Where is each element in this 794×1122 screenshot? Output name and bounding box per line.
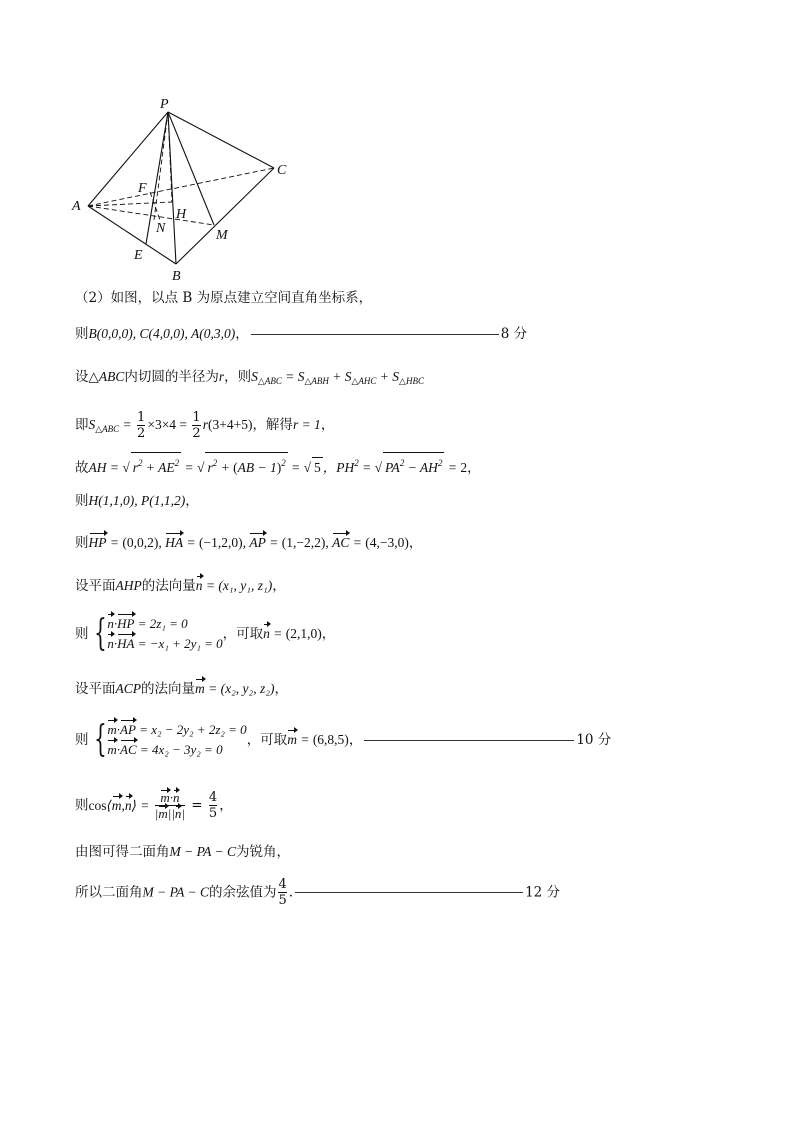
line-cosine: 则cos⟨m,n⟩ = $\frac{m\cdot n}{|m||n|}$ = $\frac{4}{5}$ ， bbox=[75, 790, 233, 821]
line-normal-n: 设平面AHP的法向量n = (x₁, y₁, z₁)， bbox=[75, 578, 286, 594]
line-final-answer: 所以二面角M − PA − C的余弦值为 $\frac{4}{5}$ . 12 分 bbox=[75, 877, 561, 908]
score-leader bbox=[295, 892, 523, 893]
ph-value: 2 bbox=[460, 460, 468, 475]
left-brace: { bbox=[93, 613, 107, 654]
dihedral-angle: M − PA − C bbox=[169, 844, 236, 859]
normal-m-components: (x₂, y₂, z₂) bbox=[220, 681, 275, 696]
score-leader bbox=[364, 740, 574, 741]
label-a: A bbox=[72, 199, 81, 214]
edge-pm bbox=[168, 112, 214, 225]
line-acute-angle bbox=[75, 842, 290, 862]
prefix-text: 则 bbox=[75, 326, 89, 342]
acute-text: 由图可得二面角 bbox=[75, 844, 170, 860]
final-text: 所以二面角 bbox=[75, 884, 143, 901]
line-system-n: 则 { n·HP = 2z₁ = 0 n·HA = −x₁ + 2y₁ = 0 ，可取n = (2,1,0)， bbox=[75, 613, 336, 654]
normal-text: 的法向量 bbox=[141, 681, 195, 697]
line-incircle-radius: 设△ABC内切圆的半径为r，则$S_{\triangle ABC} = S_{\triangle ABH} + S_{\triangle AHC} + S_{\triangle HBC}$ bbox=[75, 369, 424, 386]
cos-numerator: 4 bbox=[208, 790, 218, 805]
label-b: B bbox=[172, 269, 181, 284]
line-normal-m: 设平面ACP的法向量m = (x₂, y₂, z₂)， bbox=[75, 681, 288, 697]
plane-acp: ACP bbox=[115, 681, 141, 696]
vec-ap: (1,−2,2) bbox=[281, 535, 326, 550]
edge-pc bbox=[168, 112, 274, 168]
line-ah-dashed bbox=[88, 202, 172, 206]
normal-m-value: (6,8,5) bbox=[312, 732, 349, 747]
line-area-equation: 即$S_{\triangle ABC}$ = $\frac{1}{2}$ ×3×4 = $\frac{1}{2}$ r(3+4+5)，解得r = 1， bbox=[75, 410, 335, 441]
line-ah-ph: 故AH = √ $r^2 + AE^2$ = √ $r^2 + (AB - 1)^2$ = √ 5 ，$PH^2$ = √ $PA^2 - AH^2 = 2$， bbox=[75, 452, 481, 478]
label-n: N bbox=[156, 221, 166, 236]
eq-m-ap: = x₂ − 2y₂ + 2z₂ = 0 bbox=[139, 722, 247, 737]
prefix-text: 故 bbox=[75, 460, 89, 476]
sqrt-five: 5 bbox=[312, 457, 323, 478]
prefix-text: 设平面 bbox=[75, 681, 116, 697]
label-c: C bbox=[277, 163, 287, 178]
answer-denominator: 5 bbox=[278, 893, 287, 908]
score-leader bbox=[251, 334, 499, 335]
line-coordinate-setup bbox=[75, 288, 372, 308]
then-text: ，则 bbox=[224, 369, 252, 385]
label-e: E bbox=[134, 248, 143, 263]
radius-symbol: r bbox=[218, 369, 225, 384]
prefix-text: 即 bbox=[75, 417, 89, 433]
label-m: M bbox=[216, 228, 228, 243]
cos-denominator: 5 bbox=[208, 806, 218, 821]
line-vectors: 则HP = (0,0,2), HA = (−1,2,0), AP = (1,−2,2), AC = (4,−3,0)， bbox=[75, 535, 423, 551]
edge-bc bbox=[176, 168, 274, 264]
eq-n-hp: = 2z₁ = 0 bbox=[137, 616, 188, 631]
left-brace: { bbox=[93, 719, 107, 760]
setup-text: （2）如图，以点 B 为原点建立空间直角坐标系， bbox=[75, 290, 373, 306]
plane-ahp: AHP bbox=[115, 578, 142, 593]
prefix-text: 则 bbox=[75, 535, 89, 551]
take-text: ，可取 bbox=[246, 732, 288, 748]
eq-n-ha: = −x₁ + 2y₁ = 0 bbox=[137, 636, 223, 651]
score-12: 12 分 bbox=[525, 884, 561, 901]
label-h: H bbox=[176, 207, 187, 222]
cosine-value-text: 的余弦值为 bbox=[208, 884, 277, 901]
line-points-bca: 则B(0,0,0), C(4,0,0), A(0,3,0)， 8 分 bbox=[75, 326, 528, 342]
normal-n-components: (x₁, y₁, z₁) bbox=[218, 578, 273, 593]
label-p: P bbox=[160, 97, 169, 112]
acute-end-text: 为锐角， bbox=[235, 844, 290, 860]
radius-result: r = 1 bbox=[292, 417, 321, 432]
points-math: B(0,0,0), C(4,0,0), A(0,3,0) bbox=[88, 326, 236, 341]
solve-text: ，解得 bbox=[252, 417, 293, 433]
score-10: 10 分 bbox=[576, 732, 612, 748]
line-points-hp: 则H(1,1,0), P(1,1,2)， bbox=[75, 493, 199, 509]
eq-m-ac: = 4x₂ − 3y₂ = 0 bbox=[139, 742, 223, 757]
score-8: 8 分 bbox=[500, 326, 528, 342]
vec-ha: (−1,2,0) bbox=[199, 535, 243, 550]
answer-numerator: 4 bbox=[278, 877, 287, 892]
vec-hp: (0,0,2) bbox=[122, 535, 159, 550]
points-hp-math: H(1,1,0), P(1,1,2) bbox=[88, 493, 186, 508]
label-f: F bbox=[138, 181, 147, 196]
line-system-m: 则 { m·AP = x₂ − 2y₂ + 2z₂ = 0 m·AC = 4x₂ − 3y₂ = 0 ，可取m = (6,8,5)， 10 分 bbox=[75, 719, 612, 760]
vec-ac: (4,−3,0) bbox=[365, 535, 409, 550]
incircle-text: 内切圆的半径为 bbox=[124, 369, 219, 385]
line-pn-dashed bbox=[154, 112, 168, 220]
edge-pa bbox=[88, 112, 168, 206]
prefix-text: 则 bbox=[75, 797, 89, 814]
dihedral-angle: M − PA − C bbox=[142, 884, 209, 900]
normal-text: 的法向量 bbox=[141, 578, 196, 594]
prefix-text: 设平面 bbox=[75, 578, 116, 594]
take-text: ，可取 bbox=[222, 626, 264, 642]
pyramid-figure bbox=[66, 92, 296, 284]
normal-n-value: (2,1,0) bbox=[285, 626, 322, 641]
prefix-text: 则 bbox=[75, 493, 89, 509]
prefix-text: 设 bbox=[75, 369, 89, 385]
